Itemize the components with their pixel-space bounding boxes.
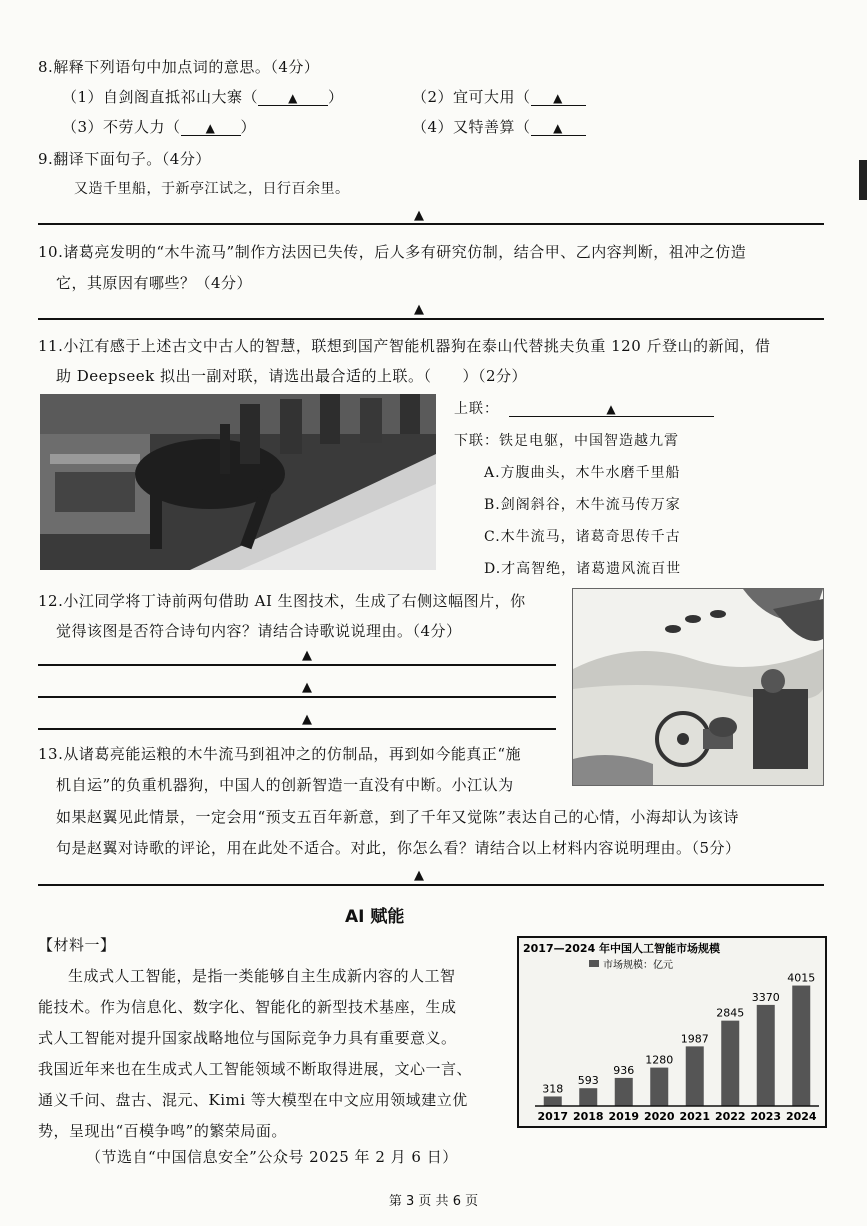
material-para-5: 通义千问、盘古、混元、Kimi 等大模型在中文应用领域建立优 [38, 1091, 468, 1109]
bar-value-label: 4015 [787, 971, 816, 985]
q11-option-a[interactable]: A.方腹曲头，木牛水磨千里船 [484, 465, 681, 481]
legend-swatch [589, 960, 599, 967]
edge-mark [859, 160, 867, 200]
q9-stem: 9.翻译下面句子。（4分） [38, 150, 211, 168]
x-tick-label: 2023 [750, 1110, 782, 1123]
q8-item-3: （3）不劳人力（ ▲ ） [62, 118, 257, 136]
bar-value-label: 318 [542, 1082, 564, 1096]
q11-line2: 助 Deepseek 拟出一副对联，请选出最合适的上联。（ ）（2分） [56, 367, 528, 385]
answer-line[interactable] [38, 664, 556, 666]
x-tick-label: 2017 [537, 1110, 569, 1123]
answer-line[interactable] [38, 728, 556, 730]
q11-option-b[interactable]: B.剑阁斜谷，木牛流马传万家 [484, 497, 681, 513]
x-tick-label: 2024 [785, 1110, 817, 1123]
x-tick-label: 2020 [643, 1110, 675, 1123]
x-tick-label: 2021 [679, 1110, 711, 1123]
q8-item-1: （1）自剑阁直抵祁山大寨（ ▲ ） [62, 88, 344, 106]
section-title: AI 赋能 [345, 907, 405, 927]
answer-line[interactable] [38, 696, 556, 698]
x-tick-label: 2022 [714, 1110, 746, 1123]
answer-line[interactable] [38, 318, 824, 320]
answer-mark: ▲ [414, 302, 424, 317]
q8-item-4: （4）又特善算（ ▲ [412, 116, 586, 137]
material-label: 【材料一】 [38, 936, 116, 954]
answer-mark: ▲ [302, 712, 312, 727]
bar-value-label: 3370 [751, 990, 780, 1004]
q11-upper: 上联： ▲ [454, 398, 714, 418]
answer-mark: ▲ [302, 648, 312, 663]
q11-line1: 11.小江有感于上述古文中古人的智慧，联想到国产智能机器狗在泰山代替挑夫负重 120 斤登山的新闻，借 [38, 337, 771, 355]
q13-line2: 机自运”的负重机器狗，中国人的创新智造一直没有中断。小江认为 [56, 776, 514, 794]
answer-blank[interactable]: ▲ [531, 121, 586, 136]
bar-2018 [579, 1088, 597, 1106]
q8-item-2: （2）宜可大用（ ▲ [412, 86, 586, 107]
bar-value-label: 936 [613, 1063, 635, 1077]
chart-legend: 市场规模：亿元 [603, 960, 673, 971]
bar-value-label: 1987 [680, 1032, 709, 1046]
q11-option-c[interactable]: C.木牛流马，诸葛奇思传千古 [484, 529, 681, 545]
answer-blank[interactable]: ▲ [531, 91, 586, 106]
x-tick-label: 2018 [572, 1110, 604, 1123]
material-para-1: 生成式人工智能，是指一类能够自主生成新内容的人工智 [68, 967, 456, 985]
x-tick-label: 2019 [608, 1110, 640, 1123]
q13-line1: 13.从诸葛亮能运粮的木牛流马到祖冲之的仿制品，再到如今能真正“施 [38, 745, 522, 763]
bar-2019 [615, 1078, 633, 1106]
material-para-6: 势，呈现出“百模争鸣”的繁荣局面。 [38, 1122, 287, 1140]
material-para-2: 能技术。作为信息化、数字化、智能化的新型技术基座，生成 [38, 998, 457, 1016]
answer-mark: ▲ [414, 208, 424, 223]
answer-blank[interactable]: ▲ [509, 402, 714, 417]
q11-option-d[interactable]: D.才高智绝，诸葛遗风流百世 [484, 561, 682, 577]
page-footer: 第 3 页 共 6 页 [388, 1194, 479, 1209]
answer-blank[interactable]: ▲ [258, 91, 328, 106]
material-para-4: 我国近年来也在生成式人工智能领域不断取得进展，文心一言、 [38, 1060, 473, 1078]
q13-line3: 如果赵翼见此情景，一定会用“预支五百年新意，到了千年又觉陈”表达自己的心情，小海却认为该诗 [56, 808, 739, 826]
material-source: （节选自“中国信息安全”公众号 2025 年 2 月 6 日） [86, 1148, 458, 1166]
bar-2020 [650, 1068, 668, 1106]
bar-value-label: 1280 [645, 1053, 674, 1067]
material-para-3: 式人工智能对提升国家战略地位与国际竞争力具有重要意义。 [38, 1029, 457, 1047]
chart-title: 2017—2024 年中国人工智能市场规模 [523, 942, 721, 955]
robot-dog-photo [40, 394, 436, 570]
answer-line[interactable] [38, 884, 824, 886]
chart-svg [519, 938, 825, 1126]
q10-line1: 10.诸葛亮发明的“木牛流马”制作方法因已失传，后人多有研究仿制，结合甲、乙内容判断，祖冲之仿造 [38, 243, 747, 261]
bar-2021 [686, 1046, 704, 1106]
market-size-chart [517, 936, 827, 1128]
ai-generated-painting [572, 588, 824, 786]
q8-stem: 8.解释下列语句中加点词的意思。（4分） [38, 58, 320, 76]
q13-line4: 句是赵翼对诗歌的评论，用在此处不适合。对此，你怎么看？请结合以上材料内容说明理由。（5分） [56, 839, 741, 857]
bar-2023 [757, 1005, 775, 1106]
answer-mark: ▲ [302, 680, 312, 695]
answer-line[interactable] [38, 223, 824, 225]
q12-line1: 12.小江同学将丁诗前两句借助 AI 生图技术，生成了右侧这幅图片，你 [38, 592, 526, 610]
bar-2022 [721, 1021, 739, 1106]
q10-line2: 它，其原因有哪些？（4分） [56, 274, 253, 292]
q12-line2: 觉得该图是否符合诗句内容？请结合诗歌说说理由。（4分） [56, 622, 462, 640]
q9-sentence: 又造千里船，于新亭江试之，日行百余里。 [74, 181, 350, 197]
bar-value-label: 2845 [716, 1006, 745, 1020]
bar-2017 [544, 1096, 562, 1106]
q11-lower: 下联：铁足电躯，中国智造越九霄 [454, 433, 679, 449]
bar-value-label: 593 [577, 1074, 599, 1088]
answer-mark: ▲ [414, 868, 424, 883]
answer-blank[interactable]: ▲ [181, 121, 241, 136]
bar-2024 [792, 986, 810, 1106]
